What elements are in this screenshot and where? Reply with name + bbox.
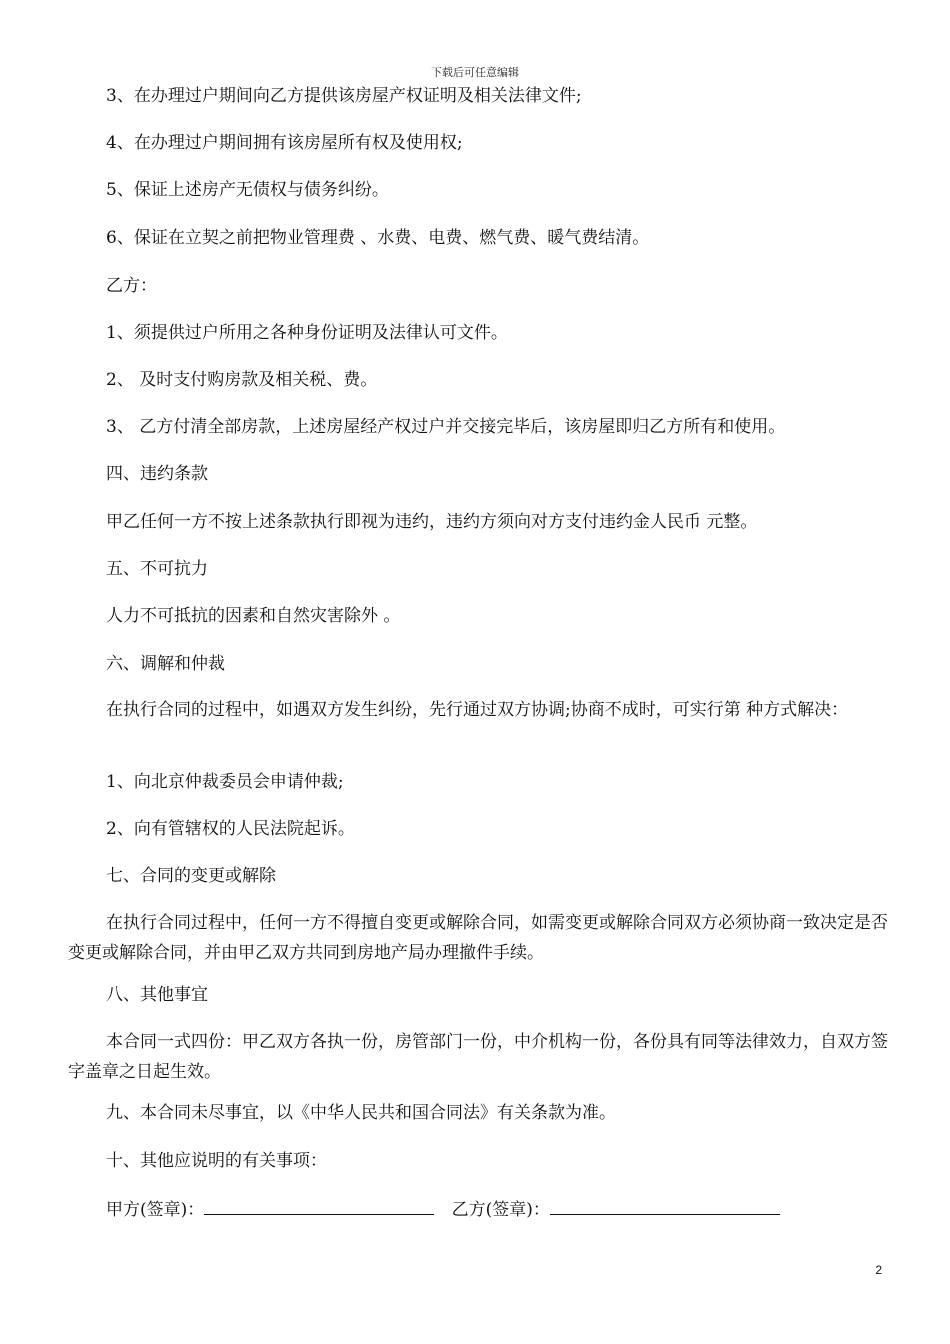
section-force-majeure-title: 五、不可抗力 [106, 559, 208, 579]
party-b-signature-line [550, 1196, 780, 1215]
mediation-paragraph: 在执行合同的过程中，如遇双方发生纠纷，先行通过双方协调;协商不成时，可实行第 种方式解决： [106, 700, 849, 720]
seller-duty-6: 6、保证在立契之前把物业管理费 、水费、电费、燃气费、暖气费结清。 [106, 228, 650, 248]
buyer-duty-2: 2、 及时支付购房款及相关税、费。 [106, 370, 378, 390]
section-breach-title: 四、违约条款 [106, 464, 208, 484]
mediation-option-2: 2、向有管辖权的人民法院起诉。 [106, 819, 355, 839]
party-b-signature-label: 乙方(签章)： [451, 1200, 550, 1220]
section-ten-text: 十、其他应说明的有关事项： [106, 1151, 327, 1171]
buyer-duty-1: 1、须提供过户所用之各种身份证明及法律认可文件。 [106, 323, 508, 343]
section-nine-text: 九、本合同未尽事宜，以《中华人民共和国合同法》有关条款为准。 [106, 1103, 616, 1123]
change-paragraph: 在执行合同过程中，任何一方不得擅自变更或解除合同，如需变更或解除合同双方必须协商一致决定是否变更或解除合同，并由甲乙双方共同到房地产局办理撤件手续。 [68, 913, 888, 963]
buyer-duty-3: 3、 乙方付清全部房款，上述房屋经产权过户并交接完毕后，该房屋即归乙方所有和使用。 [106, 417, 786, 437]
breach-clause-text: 甲乙任何一方不按上述条款执行即视为违约，违约方须向对方支付违约金人民币 元整。 [106, 512, 758, 532]
seller-duty-3: 3、在办理过户期间向乙方提供该房屋产权证明及相关法律文件; [106, 86, 582, 106]
seller-duty-4: 4、在办理过户期间拥有该房屋所有权及使用权; [106, 133, 463, 153]
party-a-signature-label: 甲方(签章)： [106, 1200, 205, 1220]
section-mediation-title: 六、调解和仲裁 [106, 654, 225, 674]
signature-row [106, 1196, 792, 1222]
seller-duty-5: 5、保证上述房产无债权与债务纠纷。 [106, 180, 389, 200]
force-majeure-text: 人力不可抵抗的因素和自然灾害除外 。 [106, 606, 401, 626]
page-number: 2 [875, 1263, 882, 1277]
header-note: 下载后可任意编辑 [431, 66, 519, 79]
section-other-title: 八、其他事宜 [106, 985, 208, 1005]
party-a-signature-line [204, 1196, 434, 1215]
buyer-heading: 乙方： [106, 276, 157, 296]
mediation-option-1: 1、向北京仲裁委员会申请仲裁; [106, 772, 344, 792]
section-change-title: 七、合同的变更或解除 [106, 866, 276, 886]
copies-paragraph: 本合同一式四份：甲乙双方各执一份，房管部门一份，中介机构一份，各份具有同等法律效力，自双方签字盖章之日起生效。 [68, 1032, 888, 1082]
